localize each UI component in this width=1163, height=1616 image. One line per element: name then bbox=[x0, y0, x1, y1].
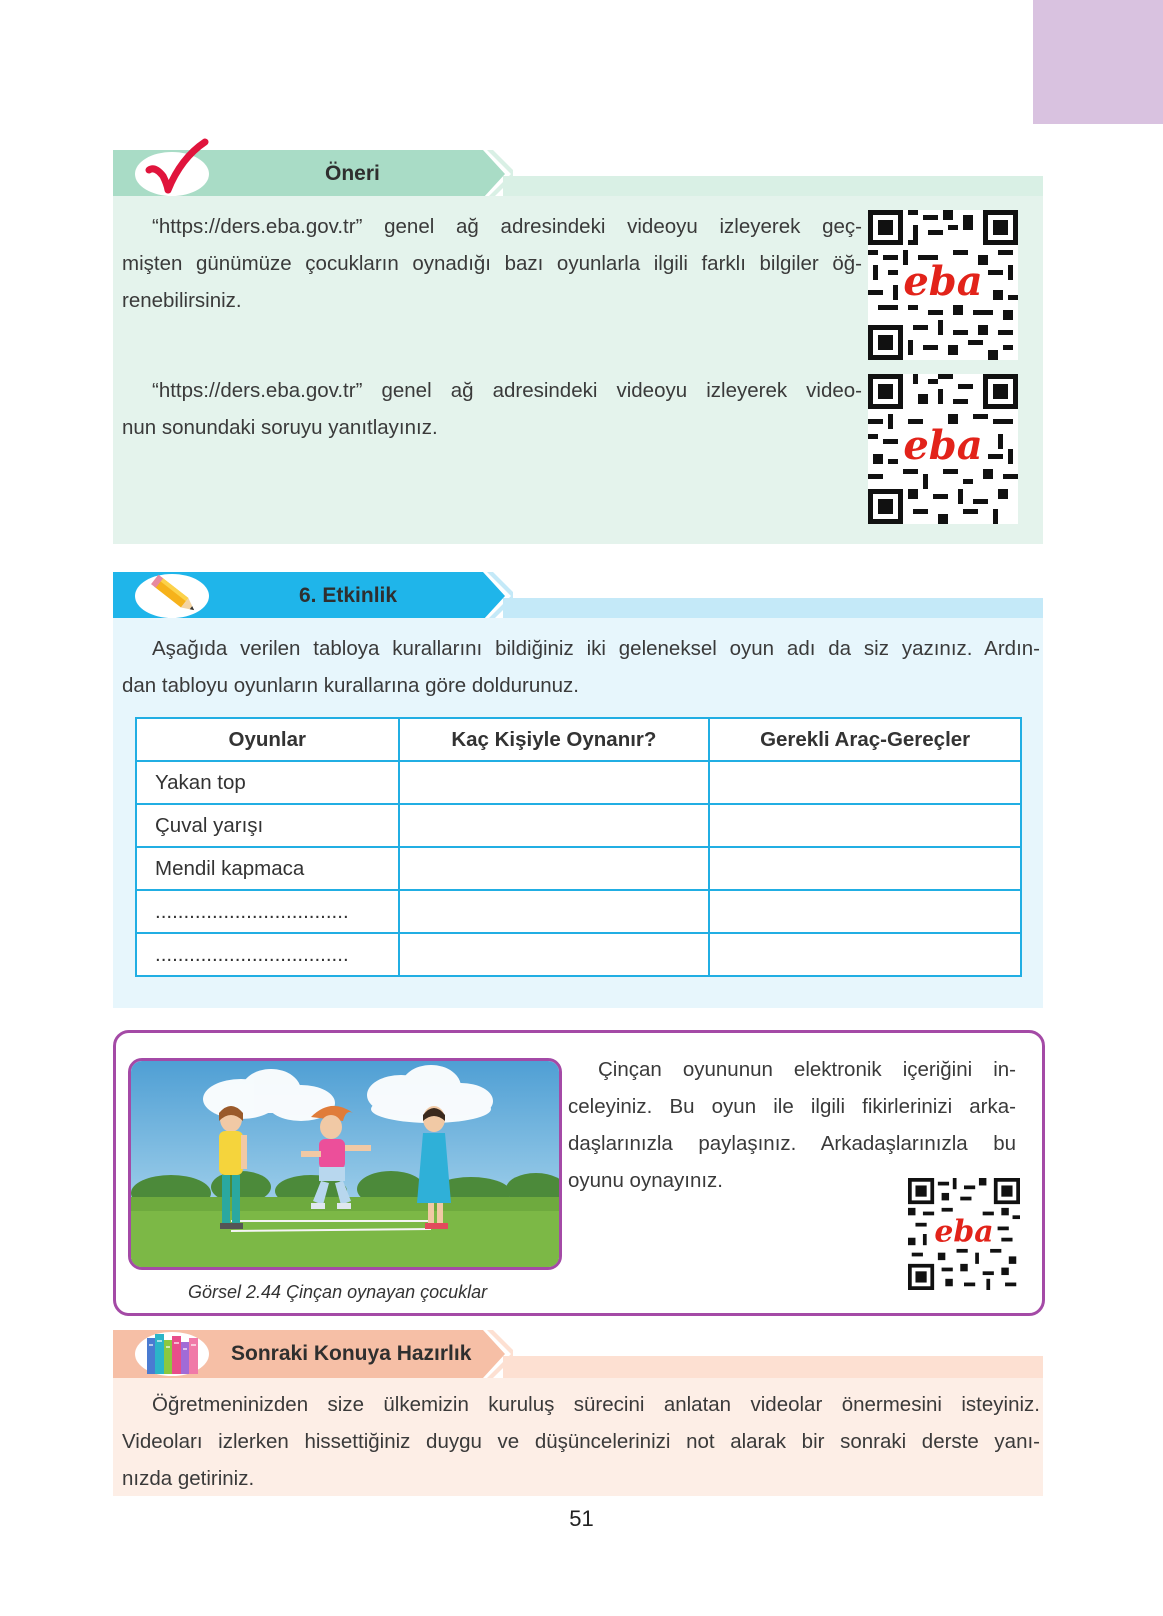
qr-code-icon[interactable] bbox=[868, 210, 1018, 360]
player-count-cell[interactable] bbox=[399, 890, 710, 933]
sonraki-text bbox=[122, 1386, 1040, 1497]
text-line: Öğretmeninizden size ülkemizin kuruluş sürecini anlatan videolar önermesini isteyiniz. bbox=[152, 1393, 1040, 1416]
equipment-cell[interactable] bbox=[709, 933, 1021, 976]
text-line: dan tabloyu oyunların kurallarına göre doldurunuz. bbox=[122, 674, 579, 697]
table-row bbox=[136, 804, 1021, 847]
qr-code-icon[interactable] bbox=[908, 1178, 1020, 1290]
table-row bbox=[136, 847, 1021, 890]
figure-caption: Görsel 2.44 Çinçan oynayan çocuklar bbox=[188, 1282, 488, 1302]
oneri-paragraph-1 bbox=[122, 208, 862, 319]
game-name-cell: Mendil kapmaca bbox=[136, 847, 399, 890]
oneri-title: Öneri bbox=[325, 162, 380, 185]
oneri-paragraph-2 bbox=[122, 372, 862, 446]
equipment-cell[interactable] bbox=[709, 761, 1021, 804]
page-number: 51 bbox=[569, 1506, 594, 1531]
equipment-cell[interactable] bbox=[709, 890, 1021, 933]
text-line: oyunu oynayınız. bbox=[568, 1169, 723, 1192]
text-line: renebilirsiniz. bbox=[122, 289, 242, 312]
checkmark-icon bbox=[141, 138, 211, 200]
cincan-text bbox=[568, 1051, 1016, 1199]
text-line: nun sonundaki soruyu yanıtlayınız. bbox=[122, 416, 438, 439]
game-name-cell: Çuval yarışı bbox=[136, 804, 399, 847]
column-header: Kaç Kişiyle Oynanır? bbox=[399, 718, 710, 761]
etkinlik-title: 6. Etkinlik bbox=[299, 584, 398, 607]
text-line: Aşağıda verilen tabloya kurallarını bildiğiniz iki geleneksel oyun adı da siz yazınız. Ardın- bbox=[152, 637, 1040, 660]
game-name-blank-cell[interactable]: .................................. bbox=[136, 933, 399, 976]
column-header: Oyunlar bbox=[136, 718, 399, 761]
equipment-cell[interactable] bbox=[709, 804, 1021, 847]
table-row bbox=[136, 890, 1021, 933]
table-row bbox=[136, 761, 1021, 804]
sonraki-header bbox=[113, 1330, 1043, 1378]
table-header-row bbox=[136, 718, 1021, 761]
svg-text:eba: eba bbox=[934, 1214, 994, 1250]
player-count-cell[interactable] bbox=[399, 804, 710, 847]
player-count-cell[interactable] bbox=[399, 847, 710, 890]
qr-code-icon[interactable] bbox=[868, 374, 1018, 524]
text-line: “https://ders.eba.gov.tr” genel ağ adresindeki videoyu izleyerek video- bbox=[152, 379, 862, 402]
page-corner-tab bbox=[1033, 0, 1163, 124]
text-line: celeyiniz. Bu oyun ile ilgili fikirlerinizi arka- bbox=[568, 1095, 1016, 1118]
text-line: Videoları izlerken hissettiğiniz duygu ve düşüncelerinizi not alarak bir sonraki derste yanı- bbox=[122, 1430, 1040, 1453]
table-row bbox=[136, 933, 1021, 976]
sonraki-title: Sonraki Konuya Hazırlık bbox=[231, 1342, 472, 1365]
column-header: Gerekli Araç-Gereçler bbox=[709, 718, 1021, 761]
games-table bbox=[135, 717, 1022, 977]
game-name-cell: Yakan top bbox=[136, 761, 399, 804]
etkinlik-instruction bbox=[122, 630, 1040, 704]
text-line: Çinçan oyununun elektronik içeriğini in- bbox=[598, 1058, 1016, 1081]
text-line: nızda getiriniz. bbox=[122, 1467, 255, 1490]
text-line: “https://ders.eba.gov.tr” genel ağ adresindeki videoyu izleyerek geç- bbox=[152, 215, 862, 238]
player-count-cell[interactable] bbox=[399, 933, 710, 976]
text-line: mişten günümüze çocukların oynadığı bazı oyunlarla ilgili farklı bilgiler öğ- bbox=[122, 252, 862, 275]
oneri-header bbox=[113, 150, 1043, 198]
etkinlik-header bbox=[113, 572, 1043, 620]
books-icon bbox=[141, 1330, 207, 1376]
player-count-cell[interactable] bbox=[399, 761, 710, 804]
svg-text:eba: eba bbox=[903, 422, 983, 469]
pencil-icon bbox=[149, 572, 203, 620]
equipment-cell[interactable] bbox=[709, 847, 1021, 890]
game-name-blank-cell[interactable]: .................................. bbox=[136, 890, 399, 933]
children-playing-illustration bbox=[128, 1058, 562, 1270]
svg-text:eba: eba bbox=[903, 258, 983, 305]
text-line: daşlarınızla paylaşınız. Arkadaşlarınızla bu bbox=[568, 1132, 1016, 1155]
